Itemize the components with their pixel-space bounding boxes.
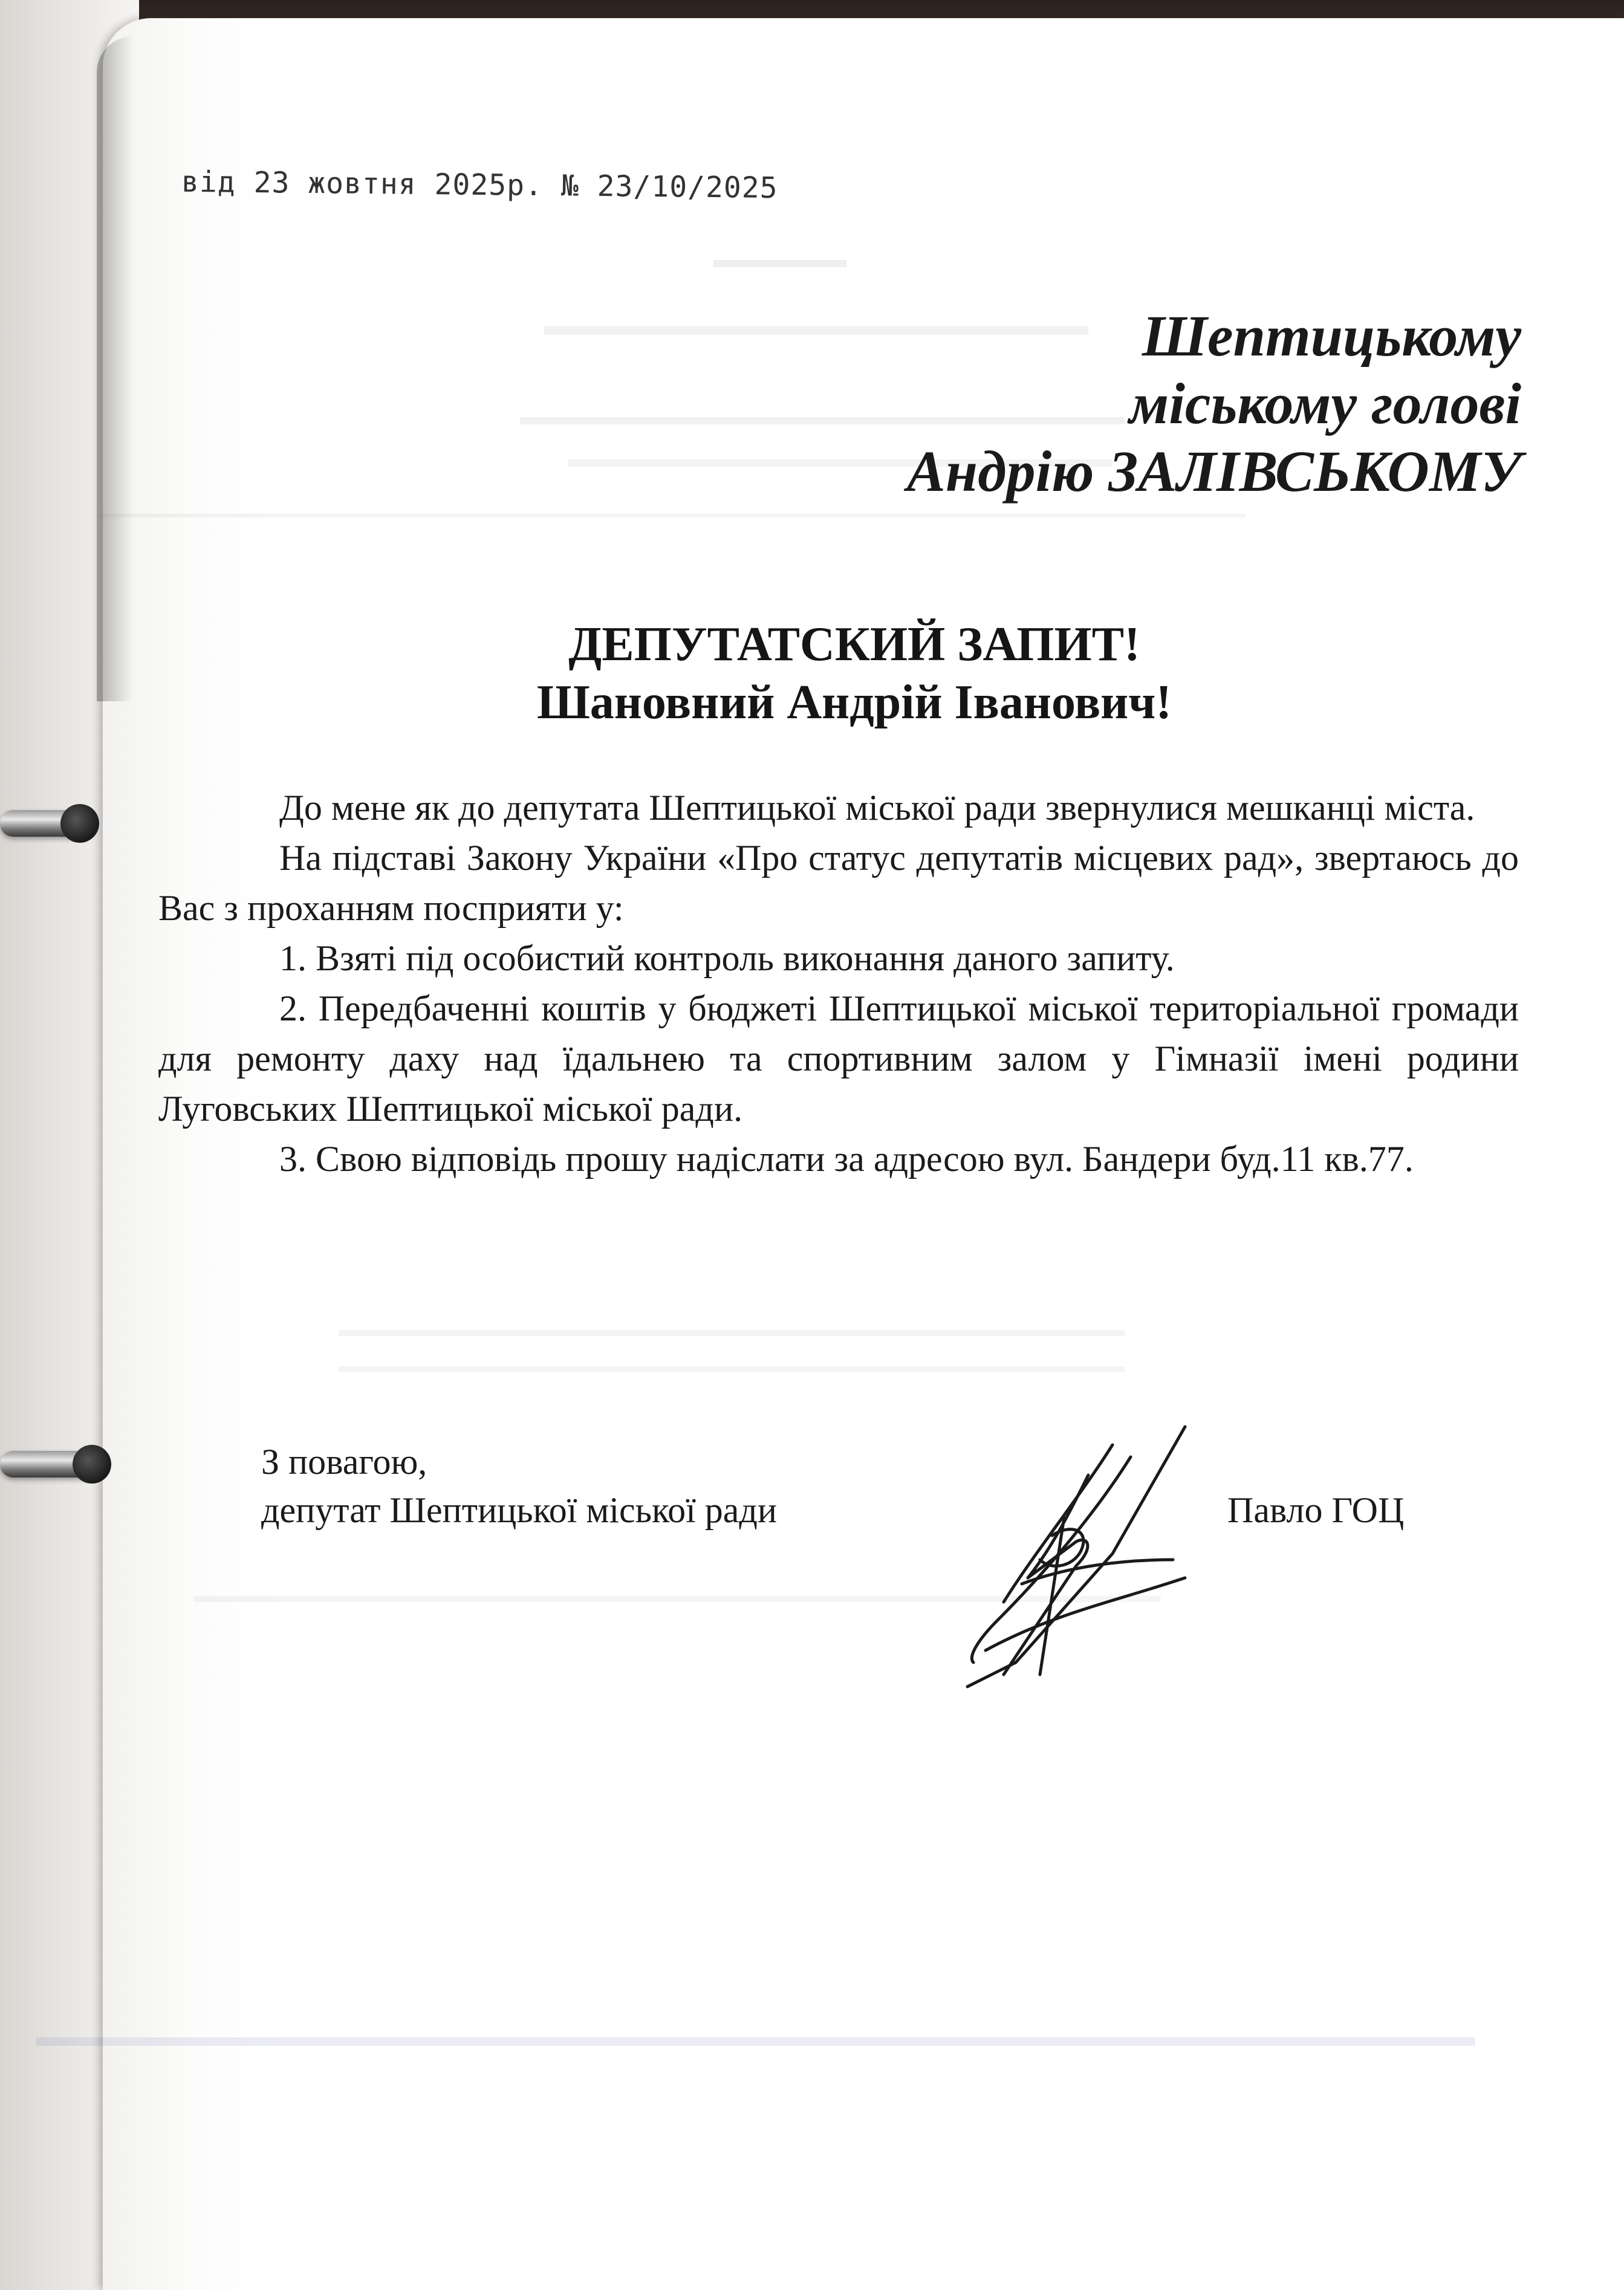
bleed-through	[339, 1330, 1125, 1336]
bleed-through	[713, 260, 846, 267]
body-text	[158, 783, 1519, 1184]
list-item: 3. Свою відповідь прошу надіслати за адресою вул. Бандери буд.11 кв.77.	[279, 1139, 1414, 1179]
addressee-block	[907, 302, 1521, 505]
binder-ring-end	[73, 1445, 111, 1484]
title-block	[0, 615, 1624, 731]
bleed-through	[36, 2037, 1475, 2046]
list-item: 2. Передбаченні коштів у бюджеті Шептицької міської територіальної громади для ремонту даху над їдальнею та спортивним залом у Гімназії імені родини Луговських Шептицької міської ради.	[158, 988, 1519, 1129]
signature-image	[931, 1421, 1197, 1699]
addressee-line: Андрію ЗАЛІВСЬКОМУ	[906, 439, 1521, 504]
salutation: Шановний Андрій Іванович!	[536, 676, 1172, 729]
closing-block	[261, 1438, 777, 1534]
list-item: 1. Взяті під особистий контроль виконання даного запиту.	[279, 938, 1175, 978]
paragraph: На підставі Закону України «Про статус депутатів місцевих рад», звертаюсь до Вас з проханням посприяти у:	[158, 838, 1519, 928]
document-title: ДЕПУТАТСКИЙ ЗАПИТ!	[568, 618, 1140, 671]
addressee-line: міському голові	[1129, 371, 1521, 436]
closing-greeting: З повагою,	[261, 1442, 427, 1482]
signer-title: депутат Шептицької міської ради	[261, 1490, 778, 1530]
binder-ring-end	[60, 804, 99, 843]
page-curl-shadow	[97, 36, 133, 701]
bleed-through	[97, 514, 1246, 517]
paragraph: До мене як до депутата Шептицької міської ради звернулися мешканці міста.	[279, 788, 1475, 828]
addressee-line: Шептицькому	[1142, 303, 1521, 368]
bleed-through	[339, 1366, 1125, 1372]
signer-name: Павло ГОЦ	[1227, 1490, 1405, 1530]
document-number: від 23 жовтня 2025р. № 23/10/2025	[181, 164, 778, 206]
